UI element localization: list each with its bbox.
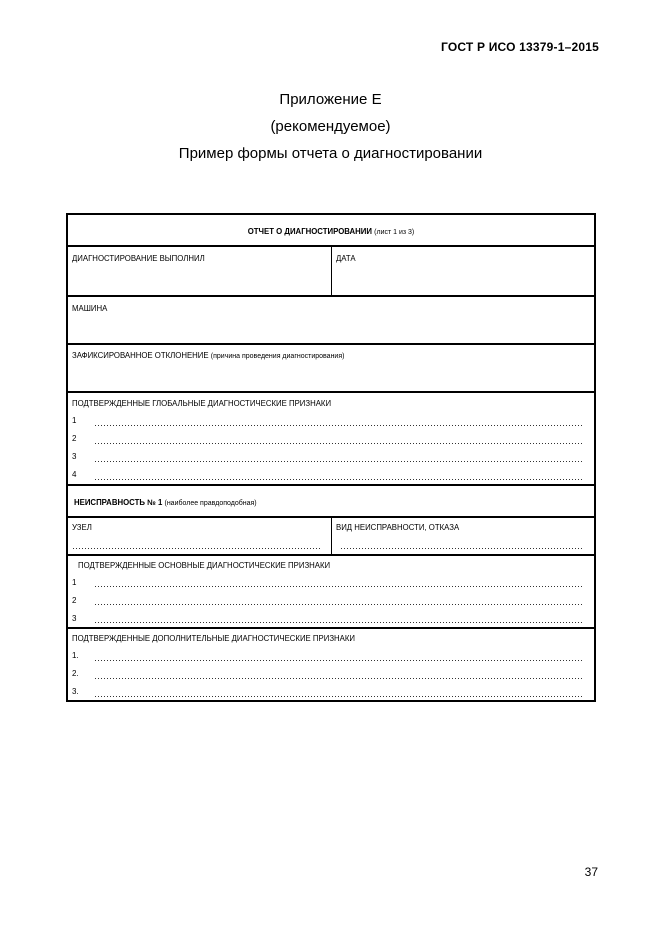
- extra-sign-number: 2.: [72, 669, 79, 678]
- main-sign-number: 1: [72, 578, 77, 587]
- global-sign-line: [94, 443, 584, 444]
- machine-row: [68, 297, 594, 345]
- global-sign-line: [94, 479, 584, 480]
- fault-type-label: ВИД НЕИСПРАВНОСТИ, ОТКАЗА: [336, 523, 460, 532]
- annex-subject: Пример формы отчета о диагностировании: [178, 145, 483, 162]
- main-signs-row: [68, 556, 594, 629]
- diagnosis-report-form: [66, 213, 596, 702]
- column-divider: [331, 247, 332, 295]
- global-sign-number: 4: [72, 470, 77, 479]
- main-sign-line: [94, 586, 584, 587]
- extra-sign-line: [94, 696, 584, 697]
- main-sign-line: [94, 604, 584, 605]
- fault-type-line: [340, 548, 584, 549]
- global-signs-label: ПОДТВЕРЖДЕННЫЕ ГЛОБАЛЬНЫЕ ДИАГНОСТИЧЕСКИЕ ПРИЗНАКИ: [72, 399, 332, 408]
- global-sign-number: 2: [72, 434, 77, 443]
- date-label: ДАТА: [336, 254, 356, 263]
- deviation-label: ЗАФИКСИРОВАННОЕ ОТКЛОНЕНИЕ: [72, 351, 209, 360]
- main-sign-line: [94, 622, 584, 623]
- form-sheet: (лист 1 из 3): [374, 229, 415, 236]
- page-titles: [0, 86, 661, 167]
- performed-by-label: ДИАГНОСТИРОВАНИЕ ВЫПОЛНИЛ: [72, 254, 205, 263]
- extra-sign-line: [94, 678, 584, 679]
- deviation-row: [68, 345, 594, 393]
- extra-sign-number: 1.: [72, 651, 79, 660]
- global-sign-line: [94, 425, 584, 426]
- fault-label: НЕИСПРАВНОСТЬ № 1: [74, 498, 163, 507]
- extra-sign-number: 3.: [72, 687, 79, 696]
- fault-note: (наиболее правдоподобная): [164, 500, 257, 507]
- annex-status: (рекомендуемое): [270, 118, 391, 135]
- column-divider: [331, 518, 332, 554]
- main-sign-number: 2: [72, 596, 77, 605]
- machine-label: МАШИНА: [72, 304, 108, 313]
- standard-code: ГОСТ Р ИСО 13379-1–2015: [440, 40, 599, 54]
- form-title-row: [68, 215, 594, 247]
- performer-date-row: [68, 247, 594, 297]
- global-sign-number: 3: [72, 452, 77, 461]
- fault-row: [68, 486, 594, 518]
- page-number: 37: [584, 865, 598, 879]
- main-sign-number: 3: [72, 614, 77, 623]
- extra-sign-line: [94, 660, 584, 661]
- extra-signs-row: [68, 629, 594, 700]
- global-signs-row: [68, 393, 594, 486]
- global-sign-line: [94, 461, 584, 462]
- global-sign-number: 1: [72, 416, 77, 425]
- node-fault-type-row: [68, 518, 594, 556]
- deviation-note: (причина проведения диагностирования): [210, 353, 345, 360]
- main-signs-label: ПОДТВЕРЖДЕННЫЕ ОСНОВНЫЕ ДИАГНОСТИЧЕСКИЕ ПРИЗНАКИ: [78, 561, 331, 570]
- annex-title: Приложение Е: [279, 91, 382, 108]
- form-title: ОТЧЕТ О ДИАГНОСТИРОВАНИИ: [247, 227, 372, 236]
- extra-signs-label: ПОДТВЕРЖДЕННЫЕ ДОПОЛНИТЕЛЬНЫЕ ДИАГНОСТИЧЕСКИЕ ПРИЗНАКИ: [72, 634, 356, 643]
- node-line: [72, 548, 322, 549]
- node-label: УЗЕЛ: [72, 523, 92, 532]
